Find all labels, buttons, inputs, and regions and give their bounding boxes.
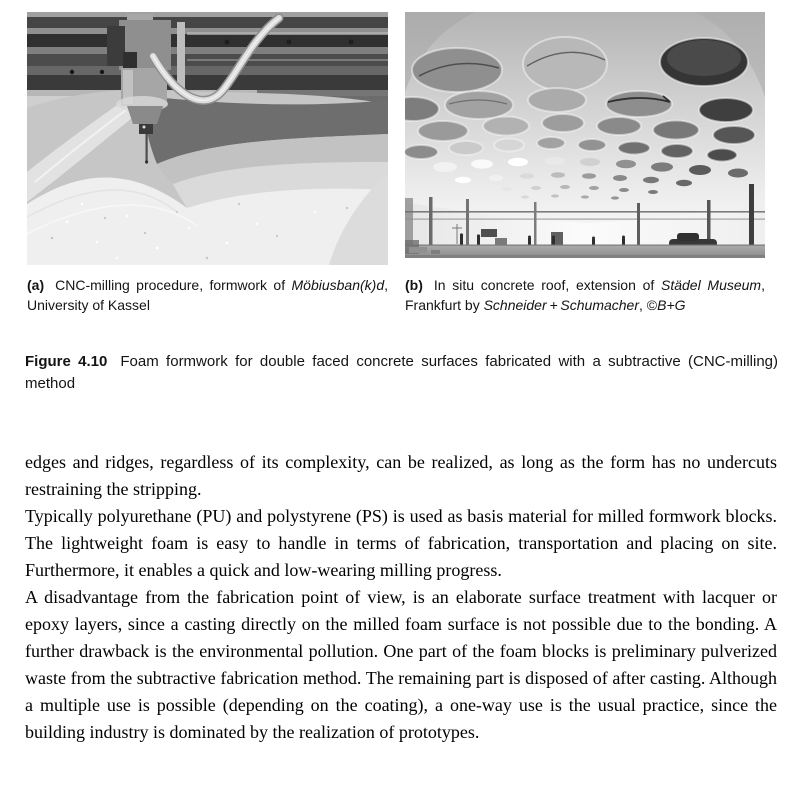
figure-a-caption-text: [27, 277, 388, 313]
body-text: [25, 449, 777, 746]
figure-caption-text: Foam formwork for double faced concrete surfaces fabricated with a subtractive (CNC-milling) method: [25, 353, 778, 392]
caption-segment: Schneider + Schumacher: [483, 296, 640, 313]
caption-segment: , University of Kassel: [27, 277, 388, 313]
figure-caption-label: Figure 4.10: [25, 353, 108, 370]
figure-b-caption: [405, 276, 765, 315]
cnc-milling-illustration: [27, 12, 388, 265]
collet: [139, 124, 153, 134]
caption-segment: B+G: [657, 296, 686, 313]
figure-b-caption-text: [405, 277, 765, 313]
caption-segment: CNC-milling procedure, formwork of: [55, 277, 292, 293]
figure-b-label: (b): [405, 277, 423, 293]
gantry-rails: [27, 12, 388, 102]
caption-segment: , Frankfurt by: [405, 277, 765, 313]
figure-caption: [25, 351, 778, 394]
body-paragraph: A disadvantage from the fabrication point of view, is an elaborate surface treatment with lacquer or epoxy layers, since a casting directly on the milled foam surface is not possible due to the bonding. A further drawback is the environmental pollution. One part of the foam blocks is preliminary pulverized waste from the subtractive fabrication method. The remaining part is disposed of after casting. Although a multiple use is possible (depending on the coating), a one-way use is the usual practice, since the building industry is dominated by the realization of prototypes.: [25, 587, 777, 742]
figure-b-photo: [405, 12, 765, 258]
foam-surface: [27, 90, 388, 265]
body-paragraph: edges and ridges, regardless of its complexity, can be realized, as long as the form has no undercuts restraining the stripping.: [25, 452, 777, 499]
caption-segment: Möbiusban(k)d: [291, 277, 385, 293]
caption-segment: , ©: [639, 296, 658, 313]
body-paragraph: Typically polyurethane (PU) and polystyrene (PS) is used as basis material for milled formwork blocks. The lightweight foam is easy to handle in terms of fabrication, transportation and placing on site. Furthermore, it enables a quick and low-wearing milling progress.: [25, 506, 777, 580]
rail-line: [405, 211, 765, 213]
figure-a-photo: [27, 12, 388, 265]
caption-segment: Städel Museum: [661, 277, 762, 293]
drill-bit: [146, 134, 148, 162]
caption-segment: In situ concrete roof, extension of: [433, 277, 661, 293]
figure-a-caption: [27, 276, 388, 315]
figure-a-label: (a): [27, 277, 45, 293]
concrete-roof-illustration: [405, 12, 765, 258]
